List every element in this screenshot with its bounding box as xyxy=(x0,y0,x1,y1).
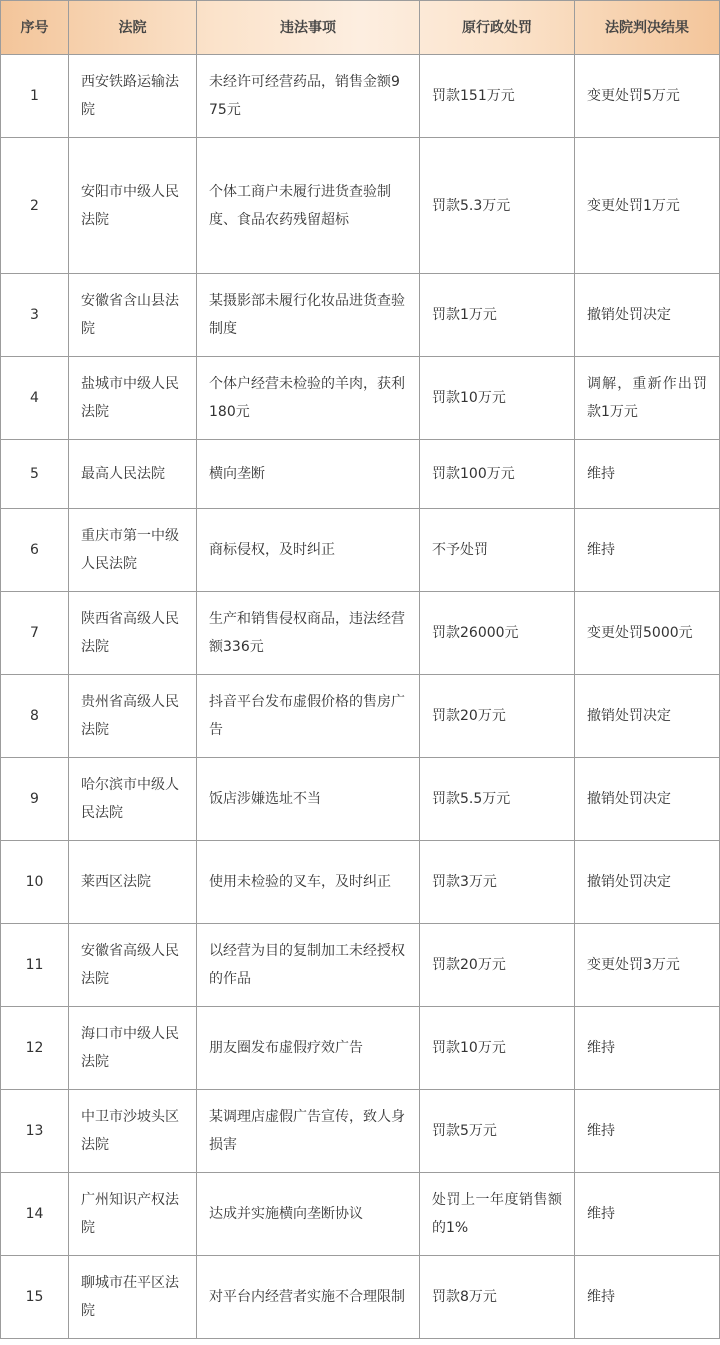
cell-result: 变更处罚3万元 xyxy=(575,924,720,1007)
cell-penalty: 罚款10万元 xyxy=(420,1007,575,1090)
cell-result: 维持 xyxy=(575,1007,720,1090)
cell-violation: 未经许可经营药品，销售金额975元 xyxy=(197,55,420,138)
cell-violation: 朋友圈发布虚假疗效广告 xyxy=(197,1007,420,1090)
cell-no: 5 xyxy=(1,440,69,509)
cell-no: 3 xyxy=(1,274,69,357)
cell-penalty: 罚款100万元 xyxy=(420,440,575,509)
cell-violation: 某摄影部未履行化妆品进货查验制度 xyxy=(197,274,420,357)
cell-court: 莱西区法院 xyxy=(69,841,197,924)
cell-violation: 个体工商户未履行进货查验制度、食品农药残留超标 xyxy=(197,138,420,274)
cell-no: 9 xyxy=(1,758,69,841)
cell-court: 盐城市中级人民法院 xyxy=(69,357,197,440)
cell-violation: 抖音平台发布虚假价格的售房广告 xyxy=(197,675,420,758)
cell-no: 10 xyxy=(1,841,69,924)
cell-violation: 饭店涉嫌选址不当 xyxy=(197,758,420,841)
table-row xyxy=(1,55,720,138)
cell-no: 14 xyxy=(1,1173,69,1256)
header-violation: 违法事项 xyxy=(197,1,420,55)
cell-violation: 商标侵权，及时纠正 xyxy=(197,509,420,592)
cell-result: 维持 xyxy=(575,440,720,509)
cell-court: 安阳市中级人民法院 xyxy=(69,138,197,274)
cell-violation: 达成并实施横向垄断协议 xyxy=(197,1173,420,1256)
cell-court: 哈尔滨市中级人民法院 xyxy=(69,758,197,841)
header-court-result: 法院判决结果 xyxy=(575,1,720,55)
cell-result: 撤销处罚决定 xyxy=(575,841,720,924)
table-row xyxy=(1,758,720,841)
cell-result: 撤销处罚决定 xyxy=(575,274,720,357)
cell-no: 4 xyxy=(1,357,69,440)
cell-result: 撤销处罚决定 xyxy=(575,675,720,758)
cell-violation: 个体户经营未检验的羊肉，获利180元 xyxy=(197,357,420,440)
table-row xyxy=(1,1007,720,1090)
cell-penalty: 罚款5万元 xyxy=(420,1090,575,1173)
cell-penalty: 罚款8万元 xyxy=(420,1256,575,1339)
table-row xyxy=(1,509,720,592)
cell-penalty: 处罚上一年度销售额的1% xyxy=(420,1173,575,1256)
cell-court: 重庆市第一中级人民法院 xyxy=(69,509,197,592)
cell-penalty: 罚款10万元 xyxy=(420,357,575,440)
cell-result: 维持 xyxy=(575,1256,720,1339)
cell-court: 贵州省高级人民法院 xyxy=(69,675,197,758)
cell-result: 维持 xyxy=(575,1173,720,1256)
cell-no: 2 xyxy=(1,138,69,274)
table-row xyxy=(1,1256,720,1339)
cell-court: 海口市中级人民法院 xyxy=(69,1007,197,1090)
cell-penalty: 罚款5.3万元 xyxy=(420,138,575,274)
cell-penalty: 罚款26000元 xyxy=(420,592,575,675)
table-row xyxy=(1,138,720,274)
cell-court: 西安铁路运输法院 xyxy=(69,55,197,138)
table-row xyxy=(1,841,720,924)
cell-result: 变更处罚5万元 xyxy=(575,55,720,138)
table-row xyxy=(1,924,720,1007)
cell-court: 陕西省高级人民法院 xyxy=(69,592,197,675)
cell-no: 1 xyxy=(1,55,69,138)
cell-result: 变更处罚5000元 xyxy=(575,592,720,675)
cell-result: 变更处罚1万元 xyxy=(575,138,720,274)
cell-result: 调解，重新作出罚款1万元 xyxy=(575,357,720,440)
cell-no: 6 xyxy=(1,509,69,592)
cell-court: 聊城市茌平区法院 xyxy=(69,1256,197,1339)
table-row xyxy=(1,440,720,509)
cell-court: 最高人民法院 xyxy=(69,440,197,509)
cell-penalty: 罚款151万元 xyxy=(420,55,575,138)
cell-violation: 对平台内经营者实施不合理限制 xyxy=(197,1256,420,1339)
cell-result: 撤销处罚决定 xyxy=(575,758,720,841)
cell-no: 7 xyxy=(1,592,69,675)
cell-court: 广州知识产权法院 xyxy=(69,1173,197,1256)
table-row xyxy=(1,1090,720,1173)
header-original-penalty: 原行政处罚 xyxy=(420,1,575,55)
cell-penalty: 罚款20万元 xyxy=(420,675,575,758)
cell-penalty: 罚款1万元 xyxy=(420,274,575,357)
cell-penalty: 罚款20万元 xyxy=(420,924,575,1007)
cell-no: 12 xyxy=(1,1007,69,1090)
cell-penalty: 不予处罚 xyxy=(420,509,575,592)
cell-penalty: 罚款3万元 xyxy=(420,841,575,924)
cell-penalty: 罚款5.5万元 xyxy=(420,758,575,841)
cell-result: 维持 xyxy=(575,1090,720,1173)
table-row xyxy=(1,592,720,675)
cell-no: 11 xyxy=(1,924,69,1007)
cell-no: 13 xyxy=(1,1090,69,1173)
cell-result: 维持 xyxy=(575,509,720,592)
cell-no: 15 xyxy=(1,1256,69,1339)
cell-court: 安徽省高级人民法院 xyxy=(69,924,197,1007)
table-row xyxy=(1,274,720,357)
cell-violation: 生产和销售侵权商品，违法经营额336元 xyxy=(197,592,420,675)
header-no: 序号 xyxy=(1,1,69,55)
cell-court: 安徽省含山县法院 xyxy=(69,274,197,357)
table-row xyxy=(1,357,720,440)
cell-court: 中卫市沙坡头区法院 xyxy=(69,1090,197,1173)
cell-violation: 使用未检验的叉车，及时纠正 xyxy=(197,841,420,924)
table-row xyxy=(1,1173,720,1256)
table-header-row xyxy=(1,1,720,55)
cell-violation: 以经营为目的复制加工未经授权的作品 xyxy=(197,924,420,1007)
cell-violation: 某调理店虚假广告宣传，致人身损害 xyxy=(197,1090,420,1173)
header-court: 法院 xyxy=(69,1,197,55)
cell-no: 8 xyxy=(1,675,69,758)
table-row xyxy=(1,675,720,758)
cell-violation: 横向垄断 xyxy=(197,440,420,509)
